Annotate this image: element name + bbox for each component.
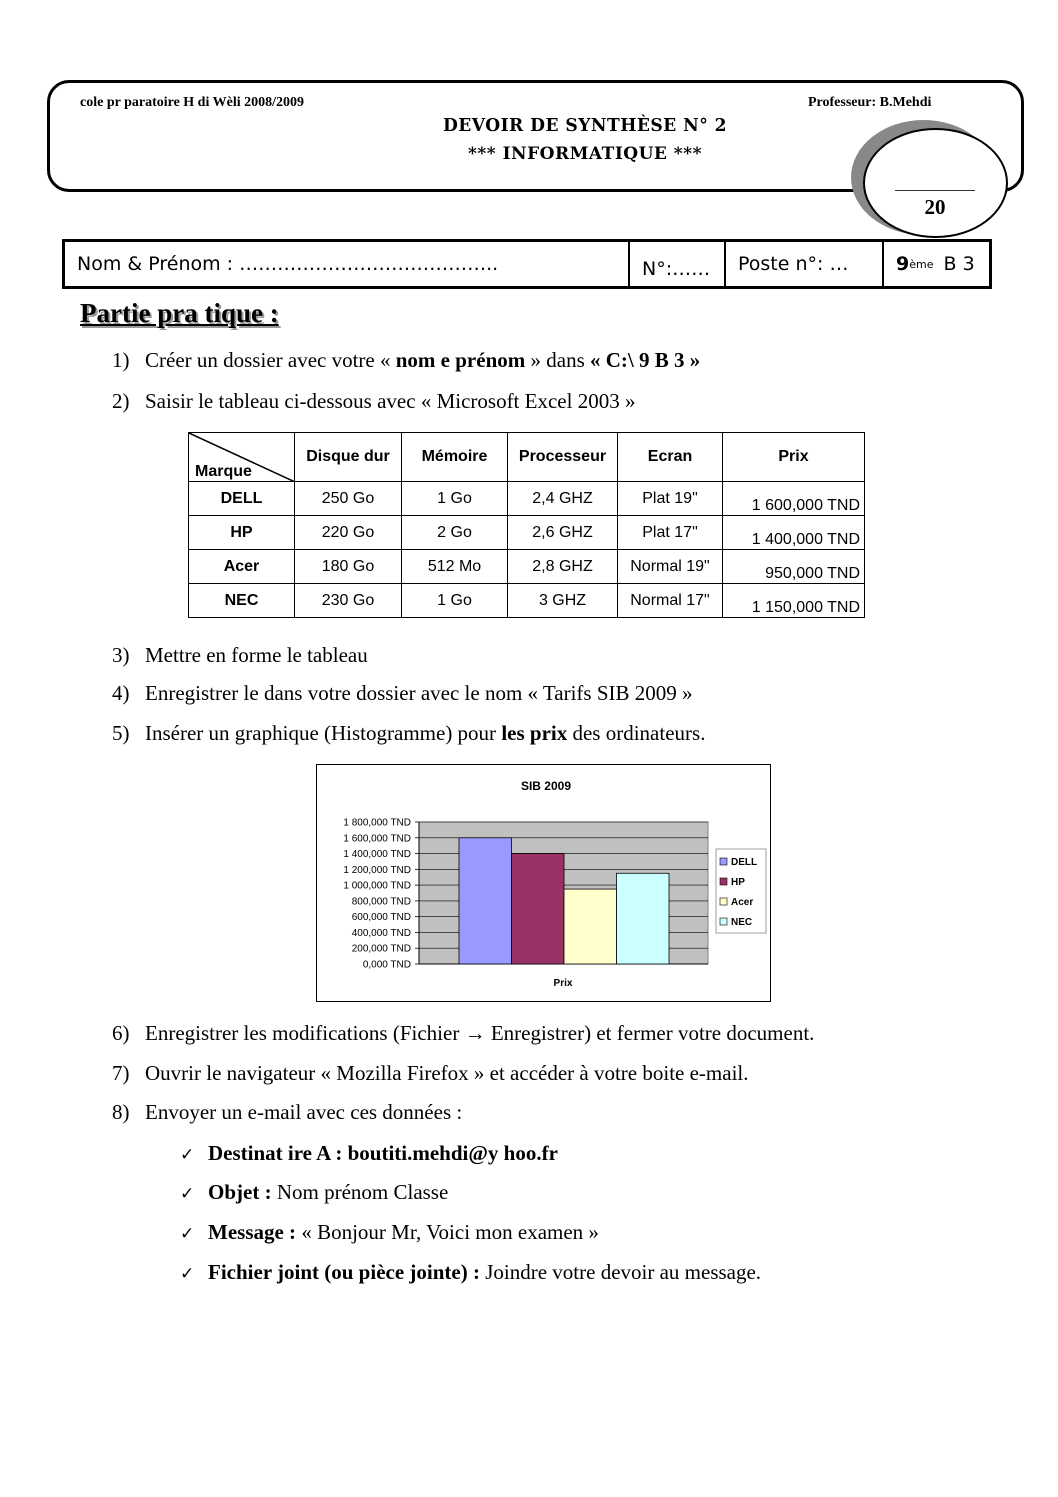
legend-label: Acer [731, 897, 754, 908]
step-5 [112, 721, 705, 746]
column-header: Prix [723, 433, 865, 482]
section-title: Partie pra tique : [80, 298, 279, 328]
class-field [884, 242, 989, 286]
table-cell: 1 Go [402, 584, 508, 618]
y-tick-label: 400,000 TND [351, 927, 411, 939]
legend-swatch [720, 858, 727, 865]
table-header-row [189, 433, 865, 482]
student-identity-row [62, 239, 992, 289]
step-number: 2) [112, 389, 130, 413]
table-cell: 3 GHZ [508, 584, 618, 618]
y-tick-label: 0,000 TND [362, 959, 411, 971]
table-row [189, 584, 865, 618]
table-cell: 250 Go [295, 482, 402, 516]
score-max: 20 [924, 195, 946, 219]
email-attachment [180, 1260, 761, 1285]
bar-dell [459, 838, 512, 964]
y-tick-label: 800,000 TND [351, 896, 411, 908]
column-header: Ecran [618, 433, 723, 482]
step-text: Créer un dossier avec votre « [145, 348, 396, 372]
step-text: Enregistrer le dans votre dossier avec le nom « Tarifs SIB 2009 » [145, 681, 693, 705]
table-row [189, 550, 865, 584]
step-bold: les prix [501, 721, 568, 745]
email-item-label: Message : [208, 1220, 302, 1244]
professor-name: Professeur: B.Mehdi [808, 95, 932, 110]
step-text: des ordinateurs. [567, 721, 706, 745]
table-row [189, 516, 865, 550]
table-cell: DELL [189, 482, 295, 516]
score-circle [863, 128, 1008, 238]
step-text: Insérer un graphique (Histogramme) pour [145, 721, 502, 745]
step-number: 5) [112, 721, 130, 745]
legend-label: NEC [731, 917, 753, 928]
step-text: Ouvrir le navigateur « Mozilla Firefox » et accéder à votre boite e-mail. [145, 1061, 749, 1085]
step-number: 7) [112, 1061, 130, 1085]
step-8 [112, 1100, 462, 1125]
step-2 [112, 389, 635, 414]
checkmark-icon: ✓ [180, 1224, 195, 1244]
step-text: Mettre en forme le tableau [145, 643, 368, 667]
email-item-label: Objet : [208, 1180, 277, 1204]
table-cell: 1 150,000 TND [723, 584, 865, 618]
step-text: Enregistrer les modifications (Fichier → Enregistrer) et fermer votre document. [145, 1021, 815, 1045]
step-text: Envoyer un e-mail avec ces données : [145, 1100, 463, 1124]
step-text: » dans [525, 348, 590, 372]
chart-x-axis-label: Prix [553, 978, 573, 989]
checkmark-icon: ✓ [180, 1264, 195, 1284]
email-recipient [180, 1141, 558, 1166]
school-name: cole pr paratoire H di Wèli 2008/2009 [80, 95, 304, 110]
chart-title: SIB 2009 [520, 779, 572, 793]
table-cell: 2,4 GHZ [508, 482, 618, 516]
score-blank-line [895, 190, 975, 191]
legend-swatch [720, 918, 727, 925]
email-item-value: « Bonjour Mr, Voici mon examen » [301, 1220, 599, 1244]
table-cell: 1 Go [402, 482, 508, 516]
y-tick-label: 1 200,000 TND [343, 864, 411, 876]
class-level: 9 [896, 253, 910, 275]
table-cell: 2,6 GHZ [508, 516, 618, 550]
checkmark-icon: ✓ [180, 1184, 195, 1204]
step-7 [112, 1061, 749, 1086]
table-cell: Plat 19" [618, 482, 723, 516]
step-number: 1) [112, 348, 130, 372]
table-cell: Plat 17" [618, 516, 723, 550]
table-row [189, 482, 865, 516]
email-message [180, 1220, 599, 1245]
chart-svg [317, 765, 769, 1000]
poste-field[interactable]: Poste n°: … [726, 242, 884, 286]
step-number: 6) [112, 1021, 130, 1045]
y-tick-label: 1 400,000 TND [343, 849, 411, 861]
table-cell: 512 Mo [402, 550, 508, 584]
table-cell: Acer [189, 550, 295, 584]
legend-label: DELL [731, 857, 758, 868]
bar-nec [617, 873, 670, 964]
folder-path: « C:\ 9 B 3 » [590, 348, 701, 372]
class-level-suffix: ème [909, 257, 934, 271]
y-tick-label: 1 800,000 TND [343, 817, 411, 829]
y-tick-label: 1 600,000 TND [343, 833, 411, 845]
bar-acer [564, 889, 617, 964]
y-tick-label: 1 000,000 TND [343, 880, 411, 892]
table-cell: Normal 17" [618, 584, 723, 618]
email-item-value: Joindre votre devoir au message. [485, 1260, 762, 1284]
step-number: 4) [112, 681, 130, 705]
computer-specs-table [188, 432, 865, 618]
email-item-label: Fichier joint (ou pièce jointe) : [208, 1260, 486, 1284]
table-cell: HP [189, 516, 295, 550]
step-text: Saisir le tableau ci-dessous avec « Microsoft Excel 2003 » [145, 389, 636, 413]
legend-swatch [720, 878, 727, 885]
step-bold: nom e prénom [395, 348, 526, 372]
table-cell: 230 Go [295, 584, 402, 618]
step-3 [112, 643, 368, 668]
legend-label: HP [731, 877, 745, 888]
table-cell: 2 Go [402, 516, 508, 550]
email-item-value: Nom prénom Classe [276, 1180, 449, 1204]
name-field[interactable]: Nom & Prénom : ………………………………….. [65, 242, 630, 286]
table-cell: 2,8 GHZ [508, 550, 618, 584]
checkmark-icon: ✓ [180, 1145, 195, 1165]
step-number: 8) [112, 1100, 130, 1124]
legend-swatch [720, 898, 727, 905]
class-group: B 3 [943, 253, 975, 275]
table-cell: 180 Go [295, 550, 402, 584]
table-cell: Normal 19" [618, 550, 723, 584]
table-cell: NEC [189, 584, 295, 618]
email-item-label: Destinat ire A : boutiti.mehdi@y hoo.fr [208, 1141, 558, 1165]
email-subject [180, 1180, 448, 1205]
step-6 [112, 1021, 814, 1046]
column-header: Disque dur [295, 433, 402, 482]
bar-hp [512, 854, 565, 964]
step-number: 3) [112, 643, 130, 667]
table-cell: 1 600,000 TND [723, 482, 865, 516]
number-field[interactable]: N°:…… [630, 242, 726, 286]
price-chart [316, 764, 771, 1002]
step-1 [112, 348, 700, 373]
step-4 [112, 681, 693, 706]
column-header: Processeur [508, 433, 618, 482]
exam-subject: *** INFORMATIQUE *** [468, 144, 702, 164]
y-tick-label: 200,000 TND [351, 943, 411, 955]
exam-title: DEVOIR DE SYNTHÈSE N° 2 [442, 115, 728, 136]
table-cell: 950,000 TND [723, 550, 865, 584]
brand-column-label: Marque [195, 463, 252, 480]
y-tick-label: 600,000 TND [351, 912, 411, 924]
corner-header [189, 433, 295, 482]
table-cell: 220 Go [295, 516, 402, 550]
table-cell: 1 400,000 TND [723, 516, 865, 550]
column-header: Mémoire [402, 433, 508, 482]
